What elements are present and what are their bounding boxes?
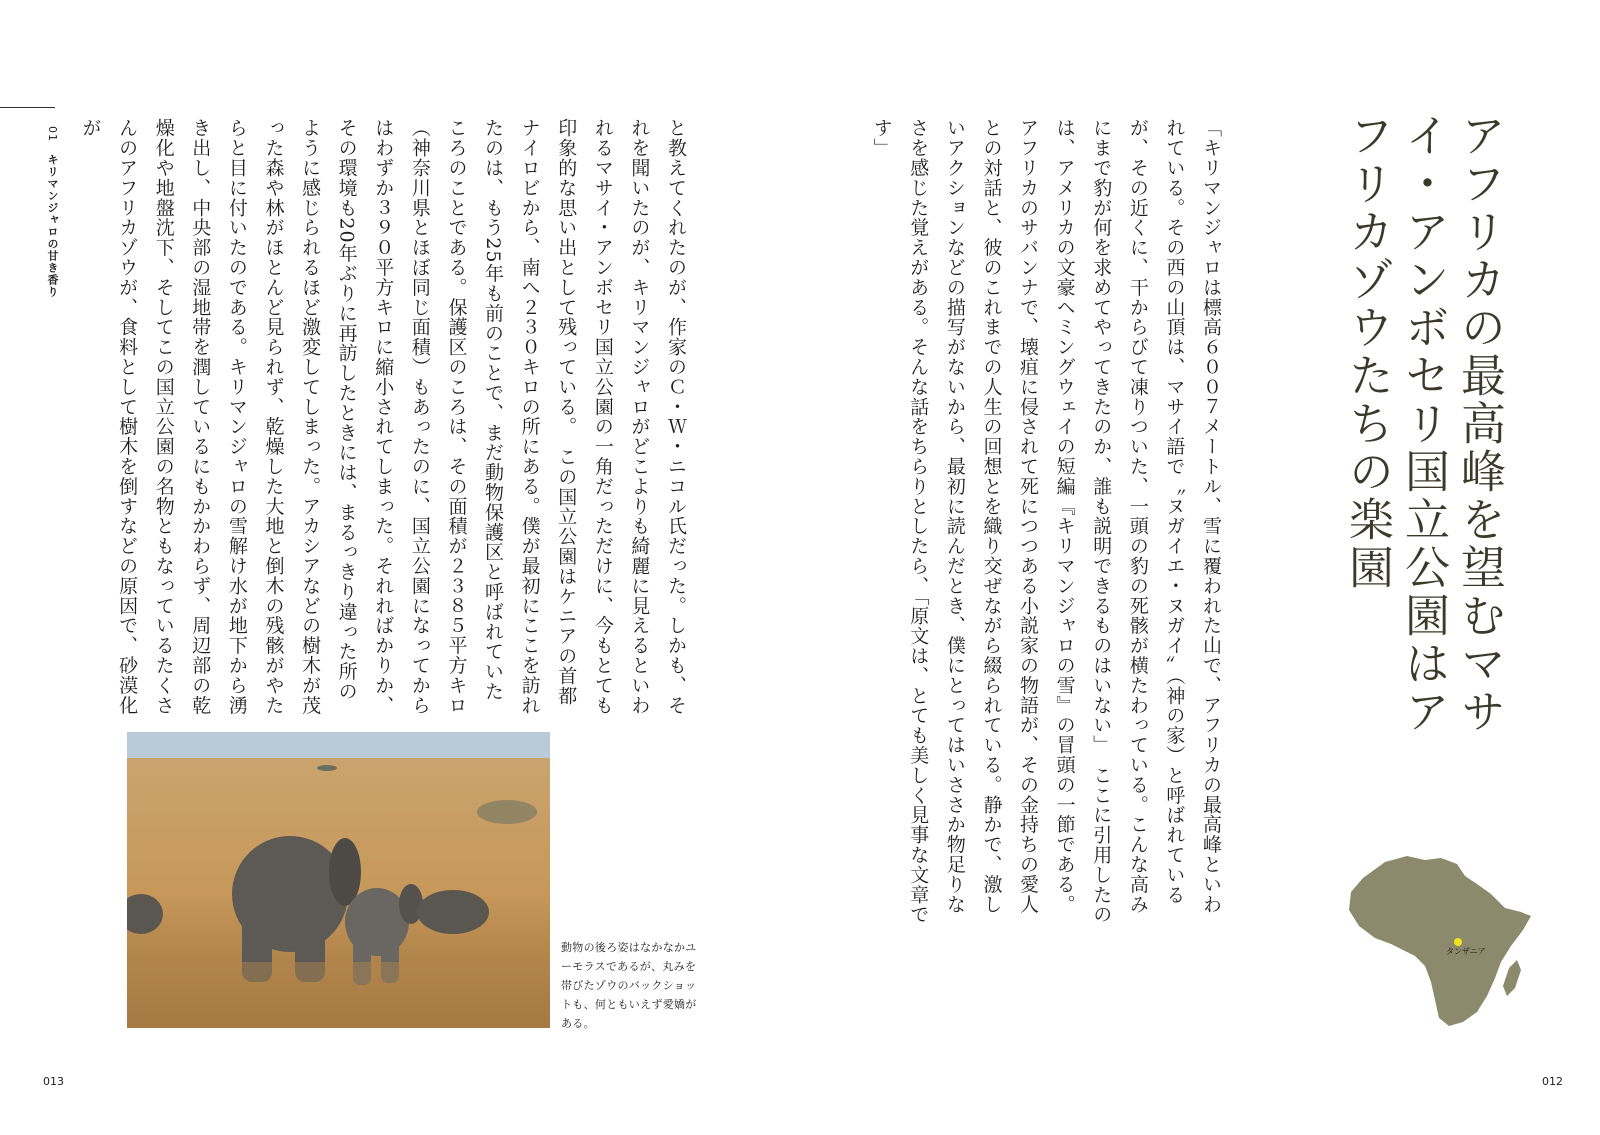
page-number-left: 013 [43,1075,64,1088]
africa-silhouette [1349,856,1531,1026]
chapter-title: キリマンジャロの甘き香り [46,154,59,298]
left-page-body-text: と教えてくれたのが、作家のＣ・Ｗ・ニコル氏だった。しかも、それを聞いたのが、キリマンジャロがどこよりも綺麗に見えるといわれるマサイ・アンボセリ国立公園の一角だっただけに、今もとても印象的な思い出として残っている。 この国立公園はケニアの首都ナイロビから、南へ２３０キロの所にある。僕が最初にここを訪れたのは、もう25年も前のことで、まだ動物保護区と呼ばれていたころのことである。保護区のころは、その面積が２３８５平方キロ（神奈川県とほぼ同じ面積）もあったのに、国立公園になってからはわずか３９０平方キロに縮小されてしまった。それればかりか、その環境も20年ぶりに再訪したときには、まるっきり違った所のように感じられるほど激変してしまった。アカシアなどの樹木が茂った森や林がほとんど見られず、乾燥した大地と倒木の残骸がやたらと目に付いたのである。キリマンジャロの雪解け水が地下から湧き出し、中央部の湿地帯を潤しているにもかかわらず、周辺部の乾燥化や地盤沈下、そしてこの国立公園の名物ともなっているたくさんのアフリカゾウが、食料として樹木を倒すなどの原因で、砂漠化が [79,118,687,715]
chapter-number: 01 [46,126,59,142]
elephant-photo [127,732,550,1028]
africa-map [1345,850,1535,1030]
page-number-right: 012 [1542,1075,1563,1088]
map-label-tanzania: タンザニア [1446,947,1486,956]
page-title: アフリカの最高峰を望むマサイ・アンボセリ国立公園はアフリカゾウたちの楽園 [1341,112,1506,736]
right-page-body-text: 「キリマンジャロは標高６００７メートル、雪に覆われた山で、アフリカの最高峰といわれている。その西の山頂は、マサイ語で〝ヌガイエ・ヌガイ〟（神の家）と呼ばれているが、その近くに、干からびて凍りついた、一頭の豹の死骸が横たわっている。こんな高みにまで豹が何を求めてやってきたのか、誰も説明できるものはいない」 ここに引用したのは、アメリカの文豪ヘミングウェイの短編『キリマンジャロの雪』の冒頭の一節である。アフリカのサバンナで、壊疽に侵されて死につつある小説家の物語が、その金持ちの愛人との対話と、彼のこれまでの人生の回想とを織り交ぜながら綴られている。静かで、激しいアクションなどの描写がないから、最初に読んだとき、僕にとってはいささか物足りなさを感じた覚えがある。そんな話をちらりとしたら、「原文は、とても美しく見事な文章です」 [870,118,1222,925]
photo-caption: 動物の後ろ姿はなかなかユーモラスであるが、丸みを帯びたゾウのバックショットも、何ともいえず愛嬌がある。 [561,941,697,1030]
tanzania-marker [1454,938,1462,946]
madagascar-island [1503,960,1521,996]
running-head [36,126,60,426]
running-head-rule [0,107,55,108]
